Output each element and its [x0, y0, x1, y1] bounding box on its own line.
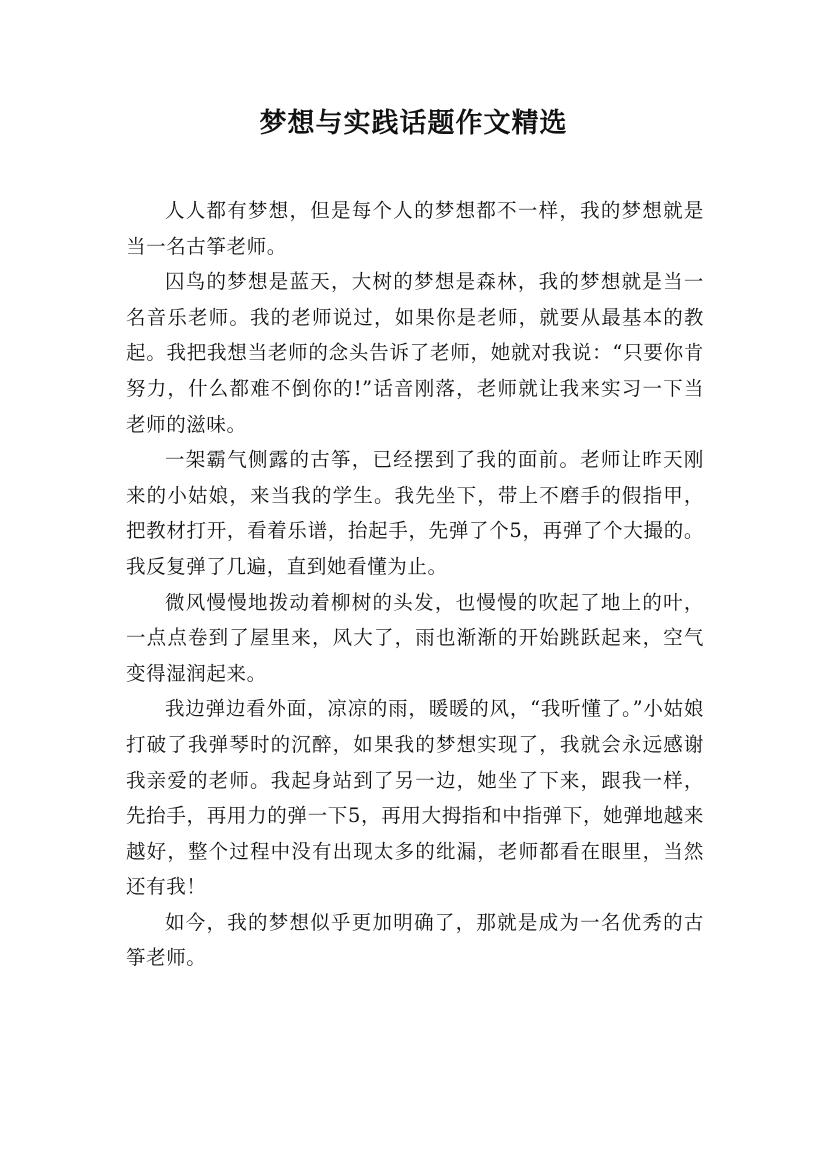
paragraph-1: 人人都有梦想，但是每个人的梦想都不一样，我的梦想就是当一名古筝老师。 — [126, 199, 704, 258]
document-title: 梦想与实践话题作文精选 — [259, 108, 568, 139]
paragraph-2: 囚鸟的梦想是蓝天，大树的梦想是森林，我的梦想就是当一名音乐老师。我的老师说过，如果你是老师，就要从最基本的教起。我把我想当老师的念头告诉了老师，她就对我说：“只要你肯努力，什么都难不倒你的!”话音刚落，老师就让我来实习一下当老师的滋味。 — [126, 270, 704, 436]
paragraph-4: 微风慢慢地拨动着柳树的头发，也慢慢的吹起了地上的叶，一点点卷到了屋里来，风大了，雨也渐渐的开始跳跃起来，空气变得湿润起来。 — [126, 590, 704, 685]
paragraph-3: 一架霸气侧露的古筝，已经摆到了我的面前。老师让昨天刚来的小姑娘，来当我的学生。我先坐下，带上不磨手的假指甲，把教材打开，看着乐谱，抬起手，先弹了个5，再弹了个大撮的。我反复弹了几遍，直到她看懂为止。 — [126, 448, 704, 578]
document-body — [126, 193, 704, 976]
paragraph-5: 我边弹边看外面，凉凉的雨，暖暖的风，“我听懂了。”小姑娘打破了我弹琴时的沉醉，如果我的梦想实现了，我就会永远感谢我亲爱的老师。我起身站到了另一边，她坐了下来，跟我一样，先抬手，再用力的弹一下5，再用大拇指和中指弹下，她弹地越来越好，整个过程中没有出现太多的纰漏，老师都看在眼里，当然还有我！ — [126, 697, 704, 899]
paragraph-6: 如今，我的梦想似乎更加明确了，那就是成为一名优秀的古筝老师。 — [126, 910, 704, 970]
